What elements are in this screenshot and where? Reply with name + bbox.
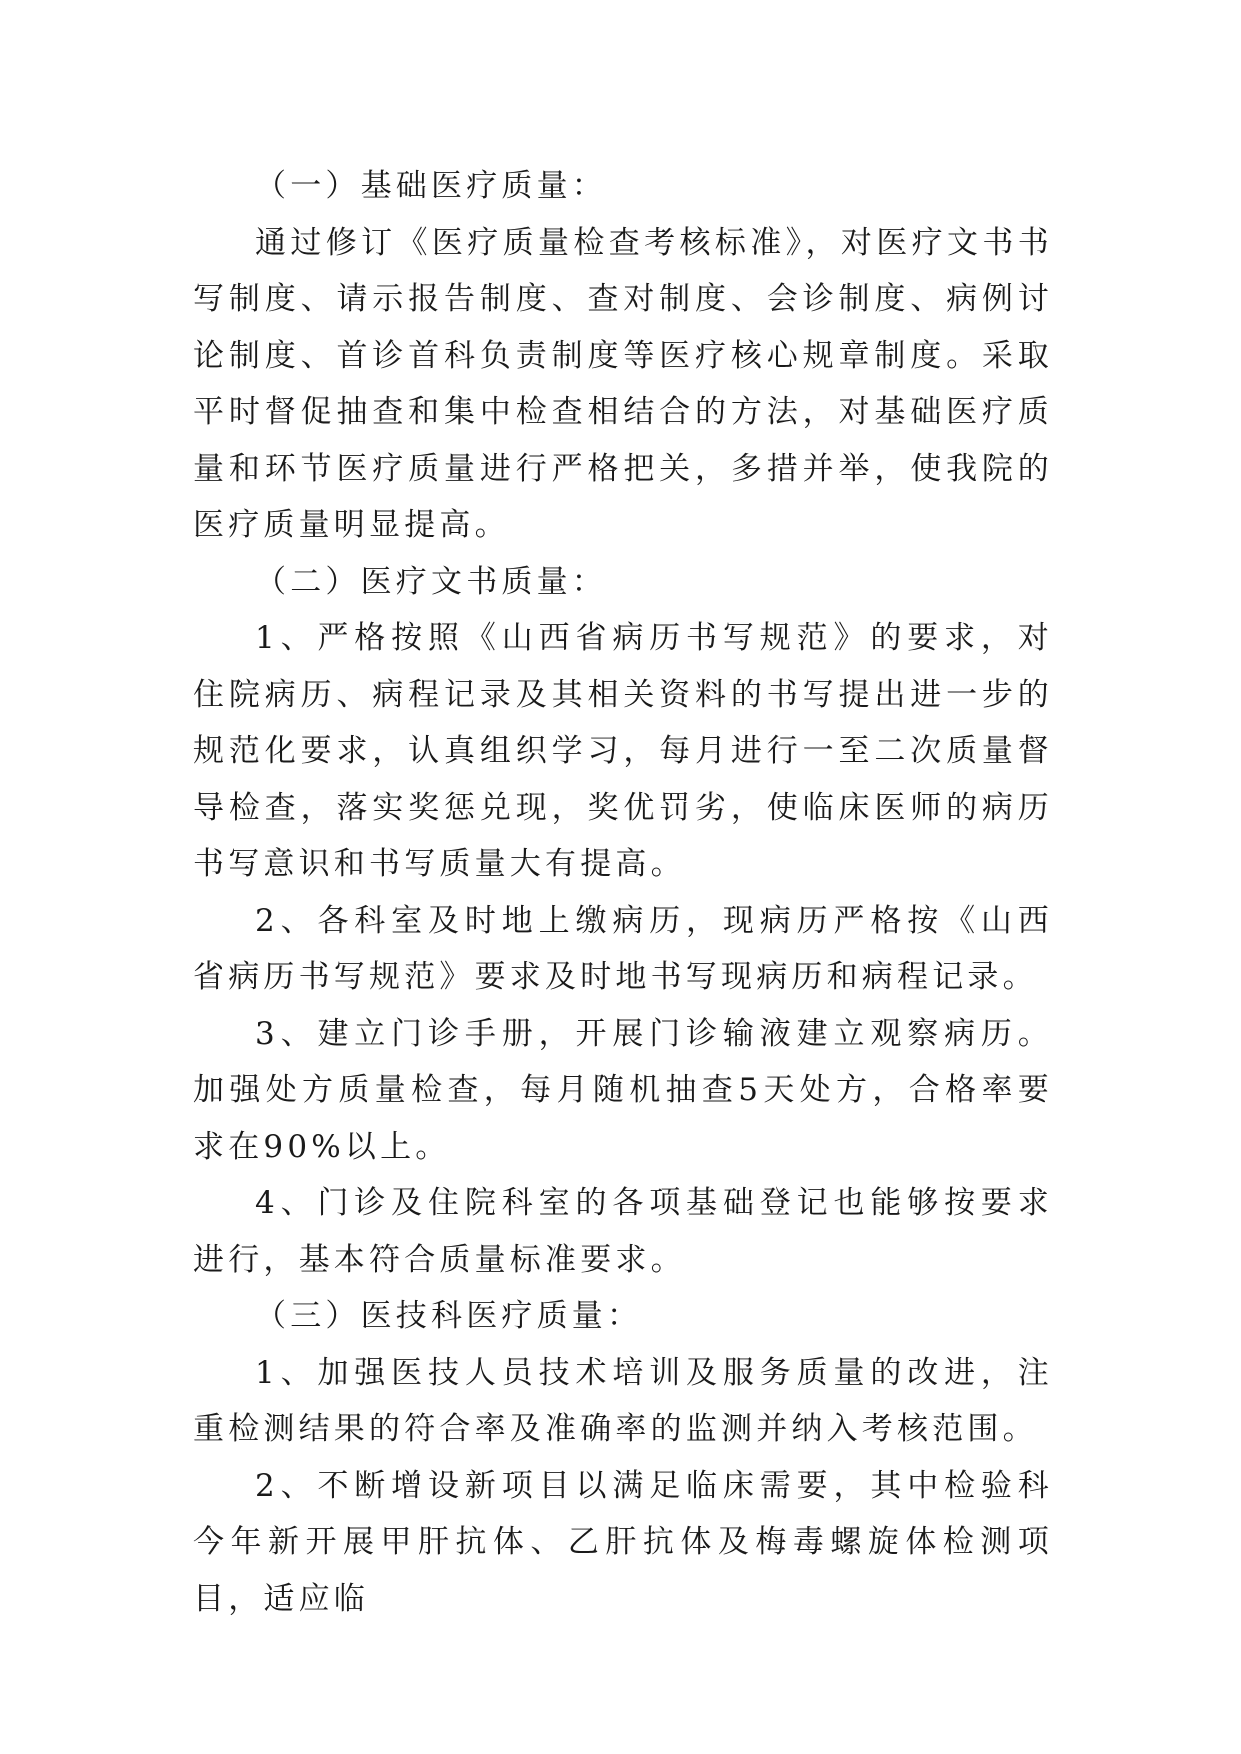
paragraph-records-item-3: 3、建立门诊手册，开展门诊输液建立观察病历。加强处方质量检查，每月随机抽查5天处方，合格率要求在90%以上。 xyxy=(193,1015,1053,1165)
paragraph-records-item-1: 1、严格按照《山西省病历书写规范》的要求，对住院病历、病程记录及其相关资料的书写提出进一步的规范化要求，认真组织学习，每月进行一至二次质量督导检查，落实奖惩兑现，奖优罚劣，使临床医师的病历书写意识和书写质量大有提高。 xyxy=(193,620,1053,882)
section-heading-medical-records-quality: （二）医疗文书质量： xyxy=(255,563,607,600)
paragraph-tech-item-2: 2、不断增设新项目以满足临床需要，其中检验科今年新开展甲肝抗体、乙肝抗体及梅毒螺旋体检测项目，适应临 xyxy=(193,1467,1053,1617)
document-body xyxy=(193,158,1053,1627)
section-heading-basic-quality: （一）基础医疗质量： xyxy=(255,168,607,204)
paragraph-records-item-2: 2、各科室及时地上缴病历，现病历严格按《山西省病历书写规范》要求及时地书写现病历和病程记录。 xyxy=(193,902,1053,995)
paragraph-records-item-4: 4、门诊及住院科室的各项基础登记也能够按要求进行，基本符合质量标准要求。 xyxy=(193,1185,1053,1278)
section-heading-medical-tech-quality: （三）医技科医疗质量： xyxy=(255,1298,643,1334)
paragraph-basic-quality: 通过修订《医疗质量检查考核标准》，对医疗文书书写制度、请示报告制度、查对制度、会诊制度、病例讨论制度、首诊首科负责制度等医疗核心规章制度。采取平时督促抽查和集中检查相结合的方法，对基础医疗质量和环节医疗质量进行严格把关，多措并举，使我院的医疗质量明显提高。 xyxy=(193,224,1053,543)
paragraph-tech-item-1: 1、加强医技人员技术培训及服务质量的改进，注重检测结果的符合率及准确率的监测并纳入考核范围。 xyxy=(193,1354,1053,1447)
